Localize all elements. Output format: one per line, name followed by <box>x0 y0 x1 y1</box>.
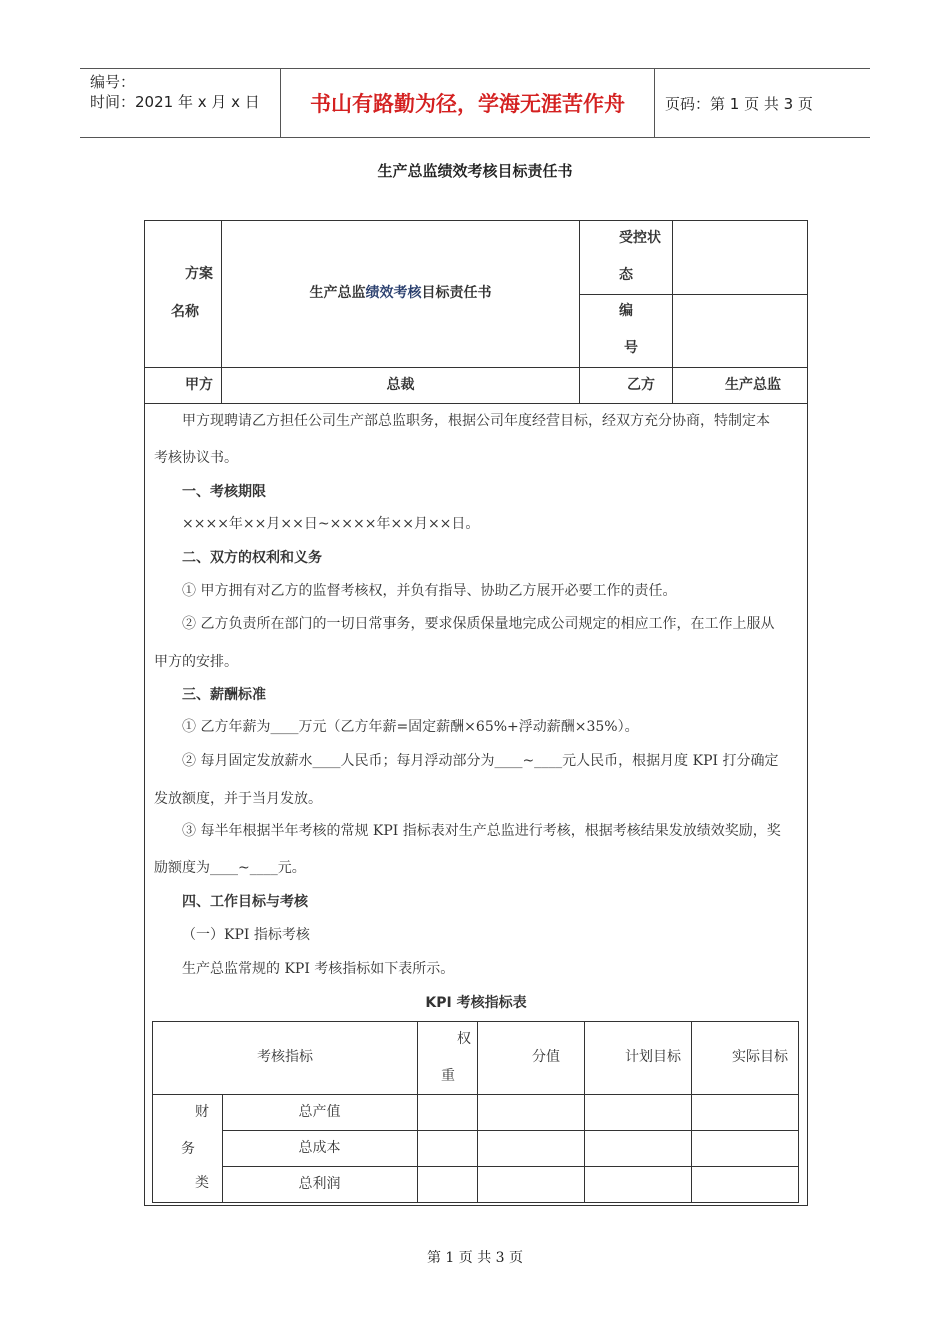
section-text: 甲方的安排。 <box>154 654 238 670</box>
page-footer: 第 1 页 共 3 页 <box>426 1250 524 1266</box>
table-row-indicator: 总利润 <box>298 1176 341 1192</box>
plan-name-label: 名称 <box>171 304 199 320</box>
header-page-label: 页码：第 1 页 共 3 页 <box>665 94 813 113</box>
section-text: ② 乙方负责所在部门的一切日常事务，要求保质保量地完成公司规定的相应工作，在工作上服从 <box>182 616 775 632</box>
header-date-label: 时间：2021 年 x 月 x 日 <box>90 93 260 111</box>
column-header-score: 分值 <box>532 1049 560 1065</box>
section-text: ① 乙方年薪为____万元（乙方年薪=固定薪酬×65%+浮动薪酬×35%）。 <box>182 719 639 735</box>
category-label: 财 <box>195 1104 209 1120</box>
section-heading: 二、双方的权利和义务 <box>182 550 322 566</box>
header-meta <box>80 69 280 137</box>
section-text: ② 每月固定发放薪水____人民币；每月浮动部分为____~____元人民币，根据月度 KPI 打分确定 <box>182 753 779 769</box>
column-header-plan-target: 计划目标 <box>625 1049 681 1065</box>
status-label: 受控状 <box>619 230 661 246</box>
table-row-indicator: 总产值 <box>298 1104 341 1120</box>
header-divider <box>654 69 655 137</box>
section-heading: 四、工作目标与考核 <box>182 894 308 910</box>
grid-line <box>222 1166 798 1167</box>
section-heading: 一、考核期限 <box>182 484 266 500</box>
section-text: ××××年××月××日~××××年××月××日。 <box>182 516 480 532</box>
grid-line <box>153 1094 798 1095</box>
grid-line <box>477 1022 478 1202</box>
grid-line <box>145 367 807 368</box>
party-a-value: 总裁 <box>386 377 415 393</box>
party-b-value: 生产总监 <box>725 377 781 393</box>
column-header-actual-target: 实际目标 <box>732 1049 788 1065</box>
grid-line <box>584 1022 585 1202</box>
column-header-weight: 重 <box>441 1068 455 1084</box>
document-title: 生产总监绩效考核目标责任书 <box>377 162 573 180</box>
grid-line <box>579 221 580 404</box>
section-text: ③ 每半年根据半年考核的常规 KPI 指标表对生产总监进行考核，根据考核结果发放绩效奖励，奖 <box>182 823 781 839</box>
party-b-label: 乙方 <box>627 377 655 393</box>
header-motto: 书山有路勤为径，学海无涯苦作舟 <box>310 91 625 116</box>
intro-paragraph: 考核协议书。 <box>154 450 238 466</box>
table-row-indicator: 总成本 <box>298 1140 341 1156</box>
column-header-indicator: 考核指标 <box>257 1049 313 1065</box>
grid-line <box>579 294 807 295</box>
plan-name-label: 方案 <box>185 266 213 282</box>
party-a-label: 甲方 <box>185 377 213 393</box>
kpi-table-caption: KPI 考核指标表 <box>425 995 527 1011</box>
subsection-heading: （一）KPI 指标考核 <box>182 927 310 943</box>
plan-name-value: 生产总监绩效考核目标责任书 <box>309 285 492 301</box>
grid-line <box>417 1022 418 1202</box>
status-label: 态 <box>619 267 633 283</box>
page-header <box>80 68 870 138</box>
grid-line <box>691 1022 692 1202</box>
section-text: 生产总监常规的 KPI 考核指标如下表所示。 <box>182 961 455 977</box>
header-number-label: 编号： <box>90 73 136 91</box>
grid-line <box>145 403 807 404</box>
section-text: 励额度为____~____元。 <box>154 860 306 876</box>
grid-line <box>672 221 673 404</box>
category-label: 类 <box>195 1175 209 1191</box>
number-label: 号 <box>624 340 638 356</box>
grid-line <box>222 1130 798 1131</box>
section-text: ① 甲方拥有对乙方的监督考核权，并负有指导、协助乙方展开必要工作的责任。 <box>182 583 677 599</box>
section-text: 发放额度，并于当月发放。 <box>154 791 322 807</box>
category-label: 务 <box>181 1141 195 1157</box>
section-heading: 三、薪酬标准 <box>182 687 266 703</box>
column-header-weight: 权 <box>457 1031 471 1047</box>
number-label: 编 <box>619 303 633 319</box>
intro-paragraph: 甲方现聘请乙方担任公司生产部总监职务，根据公司年度经营目标，经双方充分协商，特制定本 <box>182 413 770 429</box>
